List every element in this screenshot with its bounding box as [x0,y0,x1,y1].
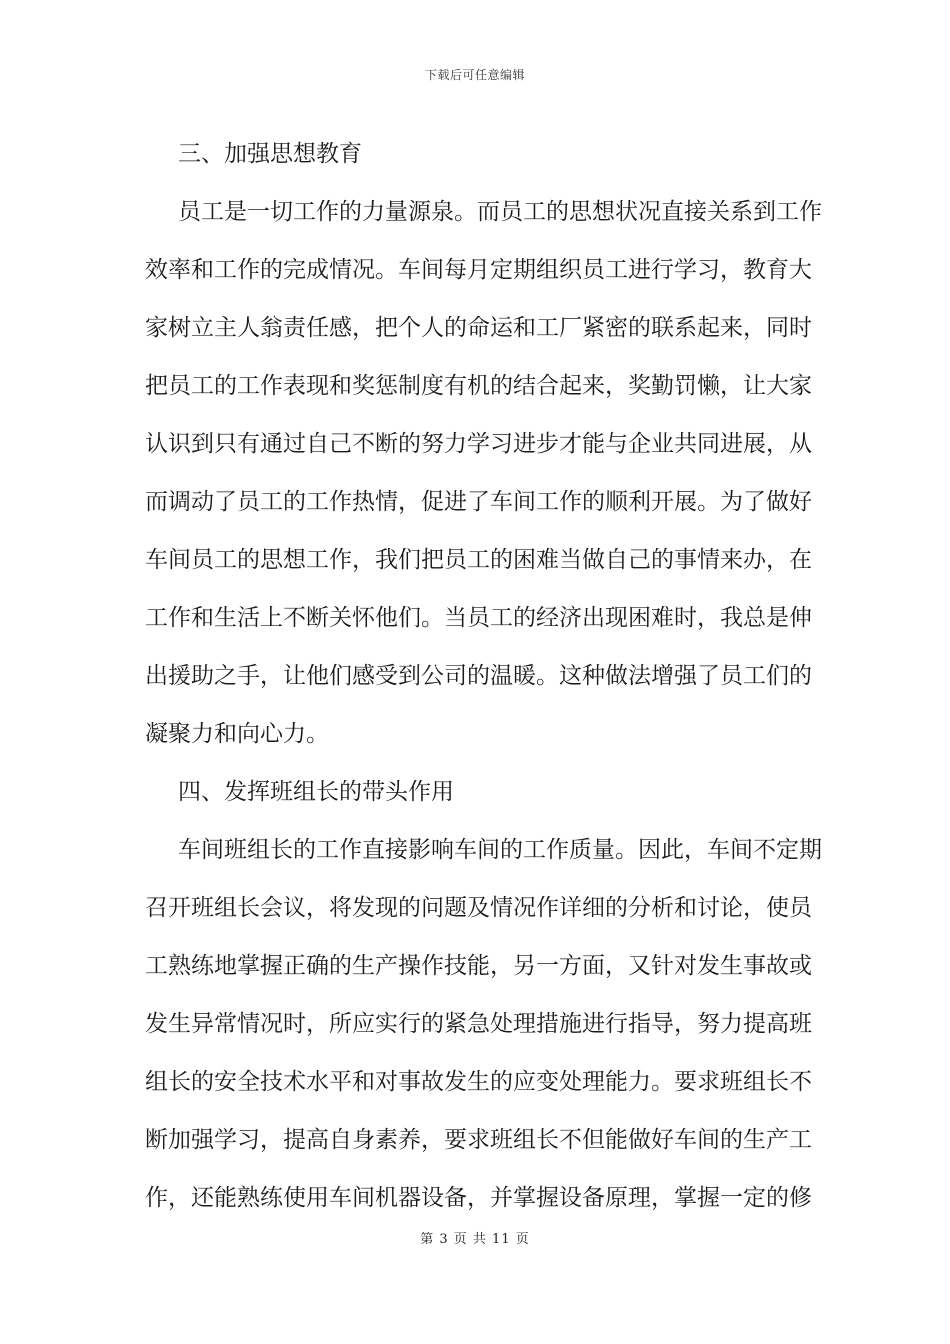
paragraph-line: 出援助之手，让他们感受到公司的温暖。这种做法增强了员工们的 [145,663,812,689]
paragraph-line: 组长的安全技术水平和对事故发生的应变处理能力。要求班组长不 [145,1069,812,1095]
paragraph-line: 车间班组长的工作直接影响车间的工作质量。因此，车间不定期 [178,837,822,863]
paragraph-line: 把员工的工作表现和奖惩制度有机的结合起来，奖勤罚懒，让大家 [145,373,812,399]
paragraph-line: 凝聚力和向心力。 [145,721,329,747]
paragraph-line: 发生异常情况时，所应实行的紧急处理措施进行指导，努力提高班 [145,1011,812,1037]
paragraph-line: 召开班组长会议，将发现的问题及情况作详细的分析和讨论，使员 [145,895,812,921]
paragraph-line: 工熟练地掌握正确的生产操作技能，另一方面，又针对发生事故或 [145,953,812,979]
paragraph-line: 员工是一切工作的力量源泉。而员工的思想状况直接关系到工作 [178,199,822,225]
paragraph-line: 而调动了员工的工作热情，促进了车间工作的顺利开展。为了做好 [145,489,812,515]
paragraph-1 [145,183,822,763]
paragraph-line: 效率和工作的完成情况。车间每月定期组织员工进行学习，教育大 [145,257,812,283]
paragraph-2 [145,821,822,1227]
page-footer: 第 3 页 共 11 页 [420,1232,530,1247]
paragraph-line: 车间员工的思想工作，我们把员工的困难当做自己的事情来办，在 [145,547,812,573]
paragraph-line: 作，还能熟练使用车间机器设备，并掌握设备原理，掌握一定的修 [145,1185,812,1211]
page-header: 下载后可任意编辑 [424,68,525,82]
document-body [145,125,822,1227]
paragraph-line: 认识到只有通过自己不断的努力学习进步才能与企业共同进展，从 [145,431,812,457]
section-heading-4: 四、发挥班组长的带头作用 [178,779,454,805]
paragraph-line: 断加强学习，提高自身素养，要求班组长不但能做好车间的生产工 [145,1127,812,1153]
section-heading-3: 三、加强思想教育 [178,141,362,167]
paragraph-line: 工作和生活上不断关怀他们。当员工的经济出现困难时，我总是伸 [145,605,812,631]
paragraph-line: 家树立主人翁责任感，把个人的命运和工厂紧密的联系起来，同时 [145,315,812,341]
